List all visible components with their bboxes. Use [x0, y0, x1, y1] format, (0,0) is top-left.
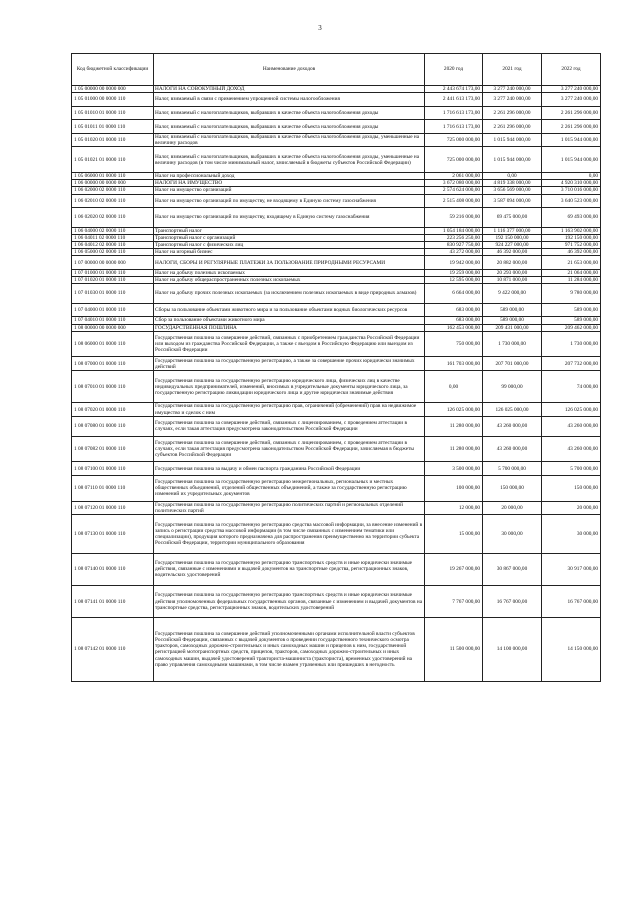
table-row — [72, 501, 601, 515]
cell-code: 1 07 00000 00 0000 000 — [72, 256, 154, 270]
table-row — [72, 317, 601, 324]
cell-2020: 750 000,00 — [425, 331, 483, 357]
cell-2022: 46 392 000,00 — [542, 249, 601, 256]
cell-2020: 19 942 000,00 — [425, 256, 483, 270]
cell-2020: 11 500 000,00 — [425, 618, 483, 682]
cell-2022: 589 000,00 — [542, 303, 601, 317]
cell-2022: 21 064 000,00 — [542, 269, 601, 276]
cell-2021: 1 015 944 000,00 — [483, 133, 542, 147]
cell-name: Государственная пошлина за совершение действий, связанных с приобретением гражданства Российской Федерации или выходом из гражданства Российской Федерации, а также с въездом в Российскую Федерацию или выездом из Российской Федерации — [154, 331, 425, 357]
cell-name: НАЛОГИ НА СОВОКУПНЫЙ ДОХОД — [154, 86, 425, 93]
cell-2021: 3 277 240 000,00 — [483, 93, 542, 107]
cell-name: Налог на профессиональный доход — [154, 173, 425, 180]
table-row — [72, 242, 601, 249]
cell-code: 1 05 06000 01 0000 110 — [72, 173, 154, 180]
table-row — [72, 208, 601, 228]
cell-code: 1 08 07080 01 0000 110 — [72, 416, 154, 436]
cell-2022: 3 277 240 000,00 — [542, 86, 601, 93]
cell-2022: 1 015 944 000,00 — [542, 147, 601, 173]
cell-2022: 5 700 000,00 — [542, 462, 601, 476]
cell-code: 1 07 04000 01 0000 110 — [72, 303, 154, 317]
cell-2022: 192 150 000,00 — [542, 235, 601, 242]
cell-2022: 30 917 000,00 — [542, 553, 601, 585]
cell-2020: 1 716 613 173,00 — [425, 120, 483, 134]
cell-code: 1 06 05000 02 0000 110 — [72, 249, 154, 256]
cell-2022: 69 493 000,00 — [542, 208, 601, 228]
cell-2022: 971 752 000,00 — [542, 242, 601, 249]
cell-name: Государственная пошлина за совершение действий, связанных с лицензированием, с проведением аттестации в случаях, если такая аттестация предусмотрена законодательством Российской Федерации, зачисляемая в бюджеты субъектов Российской Федерации — [154, 436, 425, 462]
table-row — [72, 86, 601, 93]
cell-code: 1 05 01011 01 0000 110 — [72, 120, 154, 134]
cell-2020: 1 716 613 173,00 — [425, 106, 483, 120]
cell-2022: 126 025 000,00 — [542, 403, 601, 417]
cell-2021: 2 261 296 000,00 — [483, 106, 542, 120]
cell-2021: 0,00 — [483, 173, 542, 180]
table-row — [72, 416, 601, 436]
cell-name: Государственная пошлина за совершение действий, связанных с лицензированием, с проведением аттестации в случаях, если такая аттестация предусмотрена законодательством Российской Федерации — [154, 416, 425, 436]
cell-name: Налог, взимаемый с налогоплательщиков, выбравших в качестве объекта налогообложения доходы, уменьшенные на величину расходов (в том числе минимальный налог, зачисляемый в бюджеты субъектов Российской Федерации) — [154, 147, 425, 173]
table-row — [72, 403, 601, 417]
cell-2020: 830 927 750,00 — [425, 242, 483, 249]
cell-2021: 1 116 377 000,00 — [483, 227, 542, 234]
table-row — [72, 194, 601, 208]
cell-code: 1 07 01030 01 0000 110 — [72, 284, 154, 304]
cell-code: 1 06 04000 02 0000 110 — [72, 227, 154, 234]
cell-code: 1 08 06000 01 0000 110 — [72, 331, 154, 357]
table-header-row — [72, 54, 601, 86]
cell-2021: 20 000,00 — [483, 501, 542, 515]
table-row — [72, 133, 601, 147]
table-row — [72, 93, 601, 107]
table-row — [72, 618, 601, 682]
table-row — [72, 227, 601, 234]
cell-2020: 11 280 000,00 — [425, 436, 483, 462]
cell-2022: 209 462 000,00 — [542, 324, 601, 331]
cell-2022: 1 730 000,00 — [542, 331, 601, 357]
cell-code: 1 08 07142 01 0000 110 — [72, 618, 154, 682]
cell-code: 1 05 01020 01 0000 110 — [72, 133, 154, 147]
cell-code: 1 06 02000 02 0000 110 — [72, 187, 154, 194]
cell-2021: 589 000,00 — [483, 317, 542, 324]
cell-2020: 683 000,00 — [425, 317, 483, 324]
cell-2020: 2 441 613 173,00 — [425, 93, 483, 107]
header-2021: 2021 год — [483, 54, 542, 86]
cell-2022: 2 261 296 000,00 — [542, 106, 601, 120]
cell-code: 1 08 07020 01 0000 110 — [72, 403, 154, 417]
cell-2021: 1 730 000,00 — [483, 331, 542, 357]
cell-name: Государственная пошлина за государственную регистрацию политических партий и региональных отделений политических партий — [154, 501, 425, 515]
cell-2022: 9 780 000,00 — [542, 284, 601, 304]
cell-2021: 14 100 000,00 — [483, 618, 542, 682]
cell-2022: 207 732 000,00 — [542, 357, 601, 371]
cell-code: 1 06 00000 00 0000 000 — [72, 180, 154, 187]
cell-2021: 30 867 000,00 — [483, 553, 542, 585]
table-row — [72, 120, 601, 134]
cell-2021: 20 882 000,00 — [483, 256, 542, 270]
cell-2022: 2 261 296 000,00 — [542, 120, 601, 134]
cell-name: Налог, взимаемый в связи с применением упрощенной системы налогообложения — [154, 93, 425, 107]
cell-2022: 589 000,00 — [542, 317, 601, 324]
table-row — [72, 324, 601, 331]
cell-name: Государственная пошлина за выдачу и обмен паспорта гражданина Российской Федерации — [154, 462, 425, 476]
cell-code: 1 08 07082 01 0000 110 — [72, 436, 154, 462]
cell-2020: 7 767 000,00 — [425, 586, 483, 618]
cell-2022: 43 260 000,00 — [542, 416, 601, 436]
cell-code: 1 07 01000 01 0000 110 — [72, 269, 154, 276]
cell-2020: 59 216 000,00 — [425, 208, 483, 228]
cell-2022: 150 000,00 — [542, 476, 601, 502]
table-row — [72, 331, 601, 357]
cell-2020: 0,00 — [425, 371, 483, 403]
header-name: Наименование доходов — [154, 54, 425, 86]
cell-2021: 69 475 000,00 — [483, 208, 542, 228]
table-row — [72, 553, 601, 585]
cell-2021: 126 025 000,00 — [483, 403, 542, 417]
cell-2020: 19 259 000,00 — [425, 269, 483, 276]
cell-code: 1 08 07010 01 0000 110 — [72, 371, 154, 403]
cell-name: Государственная пошлина за государственную регистрацию межрегиональных, региональных и местных общественных объединений, отделений общественных объединений, а также за государственную регистрацию изменений их учредительных документов — [154, 476, 425, 502]
cell-code: 1 06 04012 02 0000 110 — [72, 242, 154, 249]
table-row — [72, 256, 601, 270]
cell-name: Государственная пошлина за государственную регистрацию юридического лица, физических лиц в качестве индивидуальных предпринимателей, изменений, вносимых в учредительные документы юридического лица, за государственную регистрацию ликвидации юридического лица и другие юридически значимые действия — [154, 371, 425, 403]
cell-name: НАЛОГИ НА ИМУЩЕСТВО — [154, 180, 425, 187]
cell-2020: 162 453 000,00 — [425, 324, 483, 331]
cell-name: Налог на добычу общераспространенных полезных ископаемых — [154, 277, 425, 284]
cell-code: 1 07 01020 01 0000 110 — [72, 277, 154, 284]
cell-2020: 2 061 000,00 — [425, 173, 483, 180]
cell-2021: 20 293 000,00 — [483, 269, 542, 276]
cell-2021: 3 587 094 000,00 — [483, 194, 542, 208]
cell-2020: 19 267 000,00 — [425, 553, 483, 585]
cell-2021: 207 701 000,00 — [483, 357, 542, 371]
cell-2022: 3 640 523 000,00 — [542, 194, 601, 208]
cell-name: Государственная пошлина за государственную регистрацию, а также за совершение прочих юридически значимых действий — [154, 357, 425, 371]
cell-2022: 1 015 944 000,00 — [542, 133, 601, 147]
cell-name: Налог на имущество организаций — [154, 187, 425, 194]
cell-2022: 3 710 016 000,00 — [542, 187, 601, 194]
cell-2022: 4 920 310 000,00 — [542, 180, 601, 187]
cell-code: 1 07 04010 01 0000 110 — [72, 317, 154, 324]
revenue-table — [71, 53, 601, 682]
cell-2021: 43 260 000,00 — [483, 436, 542, 462]
table-row — [72, 187, 601, 194]
header-2022: 2022 год — [542, 54, 601, 86]
cell-name: Транспортный налог с организаций — [154, 235, 425, 242]
cell-code: 1 08 07140 01 0000 110 — [72, 553, 154, 585]
cell-2020: 43 272 000,00 — [425, 249, 483, 256]
cell-name: Транспортный налог с физических лиц — [154, 242, 425, 249]
cell-2020: 6 664 000,00 — [425, 284, 483, 304]
cell-2020: 12 000,00 — [425, 501, 483, 515]
cell-2021: 16 767 000,00 — [483, 586, 542, 618]
table-row — [72, 277, 601, 284]
cell-2020: 12 595 000,00 — [425, 277, 483, 284]
cell-2021: 209 431 000,00 — [483, 324, 542, 331]
cell-2020: 3 500 000,00 — [425, 462, 483, 476]
table-row — [72, 303, 601, 317]
table-body — [72, 86, 601, 682]
cell-2021: 3 656 569 000,00 — [483, 187, 542, 194]
cell-2020: 725 000 000,00 — [425, 147, 483, 173]
cell-name: Государственная пошлина за государственную регистрацию транспортных средств и иные юридически значимые действия, связанные с изменениями и выдачей документов на транспортные средства, регистрационных знаков, водительских удостоверений — [154, 553, 425, 585]
table-row — [72, 269, 601, 276]
cell-2021: 43 260 000,00 — [483, 416, 542, 436]
cell-code: 1 05 01010 01 0000 110 — [72, 106, 154, 120]
cell-2021: 2 261 296 000,00 — [483, 120, 542, 134]
cell-2020: 126 025 000,00 — [425, 403, 483, 417]
cell-2021: 4 819 338 000,00 — [483, 180, 542, 187]
cell-2022: 20 000,00 — [542, 501, 601, 515]
cell-2022: 0,00 — [542, 173, 601, 180]
page-number: 3 — [318, 24, 322, 32]
table-row — [72, 586, 601, 618]
cell-code: 1 05 01021 01 0000 110 — [72, 147, 154, 173]
cell-name: Сборы за пользование объектами животного мира и за пользование объектами водных биологических ресурсов — [154, 303, 425, 317]
cell-name: Налог на добычу прочих полезных ископаемых (за исключением полезных ископаемых в виде природных алмазов) — [154, 284, 425, 304]
cell-name: Налог на имущество организаций по имуществу, не входящему в Единую систему газоснабжения — [154, 194, 425, 208]
cell-code: 1 06 02010 02 0000 110 — [72, 194, 154, 208]
cell-2021: 924 227 000,00 — [483, 242, 542, 249]
table-row — [72, 476, 601, 502]
cell-2022: 3 277 240 000,00 — [542, 93, 601, 107]
cell-2021: 9 422 000,00 — [483, 284, 542, 304]
cell-name: Налог на добычу полезных ископаемых — [154, 269, 425, 276]
cell-2022: 21 653 000,00 — [542, 256, 601, 270]
table-row — [72, 235, 601, 242]
cell-name: Государственная пошлина за государственную регистрацию прав, ограничений (обременений) прав на недвижимое имущество и сделок с ним — [154, 403, 425, 417]
cell-2022: 14 150 000,00 — [542, 618, 601, 682]
cell-name: Государственная пошлина за государственную регистрацию средства массовой информации, за внесение изменений в запись о регистрации средства массовой информации (в том числе связанных с изменением тематики или специализации), продукция которого предназначена для распространения преимущественно на территории субъекта Российской Федерации, территории муниципального образования — [154, 515, 425, 553]
cell-2020: 223 256 250,00 — [425, 235, 483, 242]
table-row — [72, 180, 601, 187]
cell-2020: 725 000 000,00 — [425, 133, 483, 147]
cell-code: 1 08 07120 01 0000 110 — [72, 501, 154, 515]
cell-2021: 589 000,00 — [483, 303, 542, 317]
cell-2020: 100 000,00 — [425, 476, 483, 502]
cell-2022: 11 284 000,00 — [542, 277, 601, 284]
header-2020: 2020 год — [425, 54, 483, 86]
cell-code: 1 08 07141 01 0000 110 — [72, 586, 154, 618]
cell-2020: 1 054 184 000,00 — [425, 227, 483, 234]
table-row — [72, 371, 601, 403]
cell-code: 1 05 00000 00 0000 000 — [72, 86, 154, 93]
cell-2022: 30 000,00 — [542, 515, 601, 553]
cell-2020: 161 703 000,00 — [425, 357, 483, 371]
cell-name: Налог на игорный бизнес — [154, 249, 425, 256]
cell-name: Налог на имущество организаций по имуществу, входящему в Единую систему газоснабжения — [154, 208, 425, 228]
cell-2021: 1 015 944 000,00 — [483, 147, 542, 173]
cell-2021: 5 700 000,00 — [483, 462, 542, 476]
cell-name: НАЛОГИ, СБОРЫ И РЕГУЛЯРНЫЕ ПЛАТЕЖИ ЗА ПОЛЬЗОВАНИЕ ПРИРОДНЫМИ РЕСУРСАМИ — [154, 256, 425, 270]
table-row — [72, 515, 601, 553]
cell-2022: 16 767 000,00 — [542, 586, 601, 618]
cell-2020: 683 000,00 — [425, 303, 483, 317]
cell-2020: 15 000,00 — [425, 515, 483, 553]
table-row — [72, 284, 601, 304]
table-row — [72, 106, 601, 120]
cell-2020: 11 280 000,00 — [425, 416, 483, 436]
cell-2021: 150 000,00 — [483, 476, 542, 502]
cell-name: ГОСУДАРСТВЕННАЯ ПОШЛИНА — [154, 324, 425, 331]
cell-code: 1 06 02020 02 0000 110 — [72, 208, 154, 228]
cell-2021: 10 871 000,00 — [483, 277, 542, 284]
cell-code: 1 08 07110 01 0000 110 — [72, 476, 154, 502]
cell-2020: 3 672 080 000,00 — [425, 180, 483, 187]
cell-name: Государственная пошлина за государственную регистрацию транспортных средств и иные юридически значимые действия уполномоченных федеральных государственных органов, связанные с изменением и выдачей документов на транспортные средства, регистрационных знаков, водительских удостоверений — [154, 586, 425, 618]
cell-name: Транспортный налог — [154, 227, 425, 234]
cell-code: 1 08 07130 01 0000 110 — [72, 515, 154, 553]
cell-2022: 43 260 000,00 — [542, 436, 601, 462]
table-row — [72, 173, 601, 180]
cell-2021: 46 392 000,00 — [483, 249, 542, 256]
table-row — [72, 249, 601, 256]
cell-name: Налог, взимаемый с налогоплательщиков, выбравших в качестве объекта налогообложения доходы — [154, 106, 425, 120]
cell-2020: 2 443 674 173,00 — [425, 86, 483, 93]
cell-2021: 192 150 000,00 — [483, 235, 542, 242]
header-code: Код бюджетной классификации — [72, 54, 154, 86]
cell-code: 1 06 04011 02 0000 110 — [72, 235, 154, 242]
cell-2022: 74 000,00 — [542, 371, 601, 403]
cell-name: Налог, взимаемый с налогоплательщиков, выбравших в качестве объекта налогообложения доходы — [154, 120, 425, 134]
cell-2020: 2 515 408 000,00 — [425, 194, 483, 208]
cell-name: Налог, взимаемый с налогоплательщиков, выбравших в качестве объекта налогообложения доходы, уменьшенные на величину расходов — [154, 133, 425, 147]
cell-2021: 3 277 240 000,00 — [483, 86, 542, 93]
cell-2021: 30 000,00 — [483, 515, 542, 553]
cell-2020: 2 574 624 000,00 — [425, 187, 483, 194]
cell-name: Сбор за пользование объектами животного мира — [154, 317, 425, 324]
table-row — [72, 357, 601, 371]
cell-name: Государственная пошлина за совершение действий уполномоченными органами исполнительной власти субъектов Российской Федерации, связанных с выдачей документов о проведении государственного технического осмотра тракторов, самоходных дорожно-строительных и иных самоходных машин и прицепов к ним, государственной регистрацией мототранспортных средств, прицепов, тракторов, самоходных дорожно-строительных и иных самоходных машин, выдачей удостоверений тракториста-машиниста (тракториста), временных удостоверений на право управления самоходными машинами, в том числе взамен утраченных или пришедших в негодность — [154, 618, 425, 682]
table-row — [72, 462, 601, 476]
cell-2021: 99 000,00 — [483, 371, 542, 403]
cell-2022: 1 163 902 000,00 — [542, 227, 601, 234]
table-row — [72, 147, 601, 173]
table-row — [72, 436, 601, 462]
cell-code: 1 08 00000 00 0000 000 — [72, 324, 154, 331]
cell-code: 1 08 07000 01 0000 110 — [72, 357, 154, 371]
cell-code: 1 08 07100 01 0000 110 — [72, 462, 154, 476]
cell-code: 1 05 01000 00 0000 110 — [72, 93, 154, 107]
